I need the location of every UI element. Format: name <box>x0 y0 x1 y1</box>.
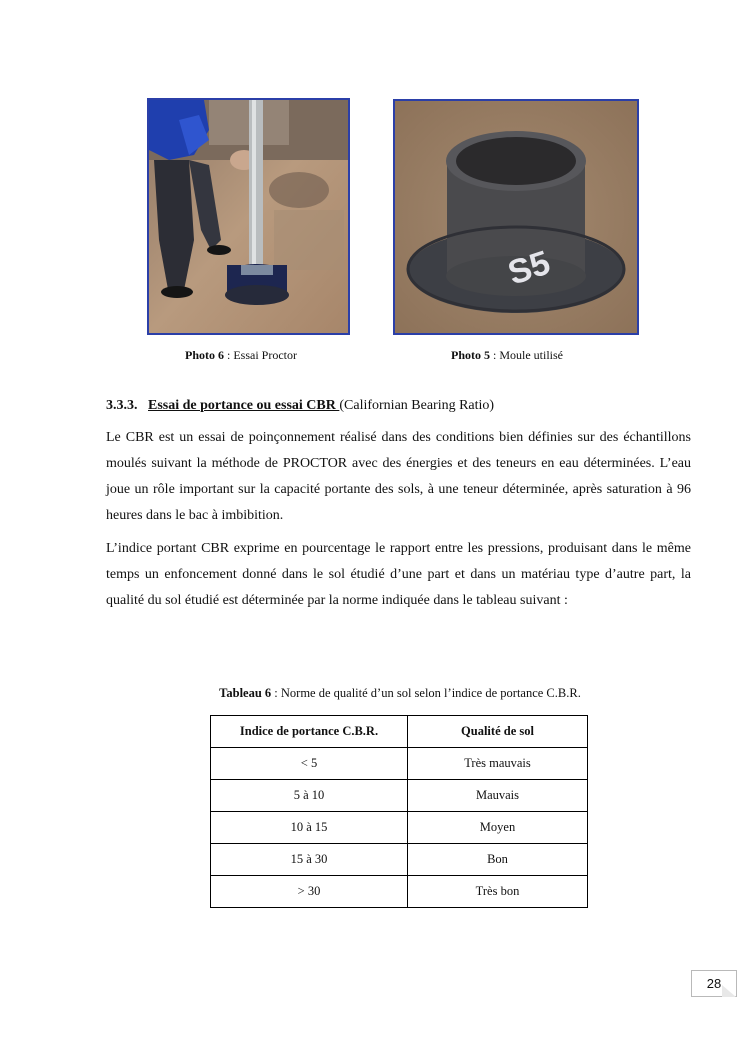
header-qualite: Qualité de sol <box>408 716 588 748</box>
photo-5-text: : Moule utilisé <box>490 348 563 362</box>
cell-indice: > 30 <box>211 876 408 908</box>
section-subtitle: (Californian Bearing Ratio) <box>339 398 495 413</box>
cell-qualite: Très bon <box>408 876 588 908</box>
photo-5-label: Photo 5 <box>451 348 490 362</box>
mould-marking: S5 <box>503 243 555 293</box>
paragraph-cbr-index: L’indice portant CBR exprime en pourcentage le rapport entre les pressions, produisant dans le même temps un enfoncement donné dans le sol étudié d’une part et dans un matériau type d’autre part, la qualité du sol étudié est déterminée par la norme indiquée dans le tableau suivant : <box>106 541 691 608</box>
cbr-quality-table <box>210 715 588 908</box>
cell-indice: 5 à 10 <box>211 780 408 812</box>
header-indice: Indice de portance C.B.R. <box>211 716 408 748</box>
photo-essai-proctor <box>147 98 350 335</box>
table-row <box>211 780 588 812</box>
photo-5-caption <box>451 348 563 363</box>
table-caption-text: : Norme de qualité d’un sol selon l’indice de portance C.B.R. <box>271 686 581 700</box>
cell-qualite: Bon <box>408 844 588 876</box>
cell-qualite: Mauvais <box>408 780 588 812</box>
photo-6-text: : Essai Proctor <box>224 348 297 362</box>
page-curl-decoration <box>722 985 736 997</box>
page-number: 28 <box>691 970 737 997</box>
cell-indice: < 5 <box>211 748 408 780</box>
table-row <box>211 876 588 908</box>
table-row <box>211 844 588 876</box>
table-header-row <box>211 716 588 748</box>
photo-moule-image <box>395 101 637 333</box>
cell-indice: 10 à 15 <box>211 812 408 844</box>
table-row <box>211 812 588 844</box>
section-heading <box>106 398 494 414</box>
photo-proctor-image <box>149 100 348 333</box>
table-row <box>211 748 588 780</box>
table-caption-label: Tableau 6 <box>219 686 272 700</box>
cell-qualite: Très mauvais <box>408 748 588 780</box>
table-caption <box>0 686 744 701</box>
cell-indice: 15 à 30 <box>211 844 408 876</box>
section-title: Essai de portance ou essai CBR <box>148 398 340 413</box>
cell-qualite: Moyen <box>408 812 588 844</box>
paragraph-cbr-definition: Le CBR est un essai de poinçonnement réalisé dans des conditions bien définies sur des échantillons moulés suivant la méthode de PROCTOR avec des énergies et des teneurs en eau déterminées. L’eau joue un rôle important sur la capacité portante des sols, à une teneur déterminée, après saturation à 96 heures dans le bac à imbibition. <box>106 430 691 523</box>
photo-6-caption <box>185 348 297 363</box>
photo-moule-utilise <box>393 99 639 335</box>
section-number: 3.3.3. <box>106 398 138 413</box>
photo-6-label: Photo 6 <box>185 348 224 362</box>
